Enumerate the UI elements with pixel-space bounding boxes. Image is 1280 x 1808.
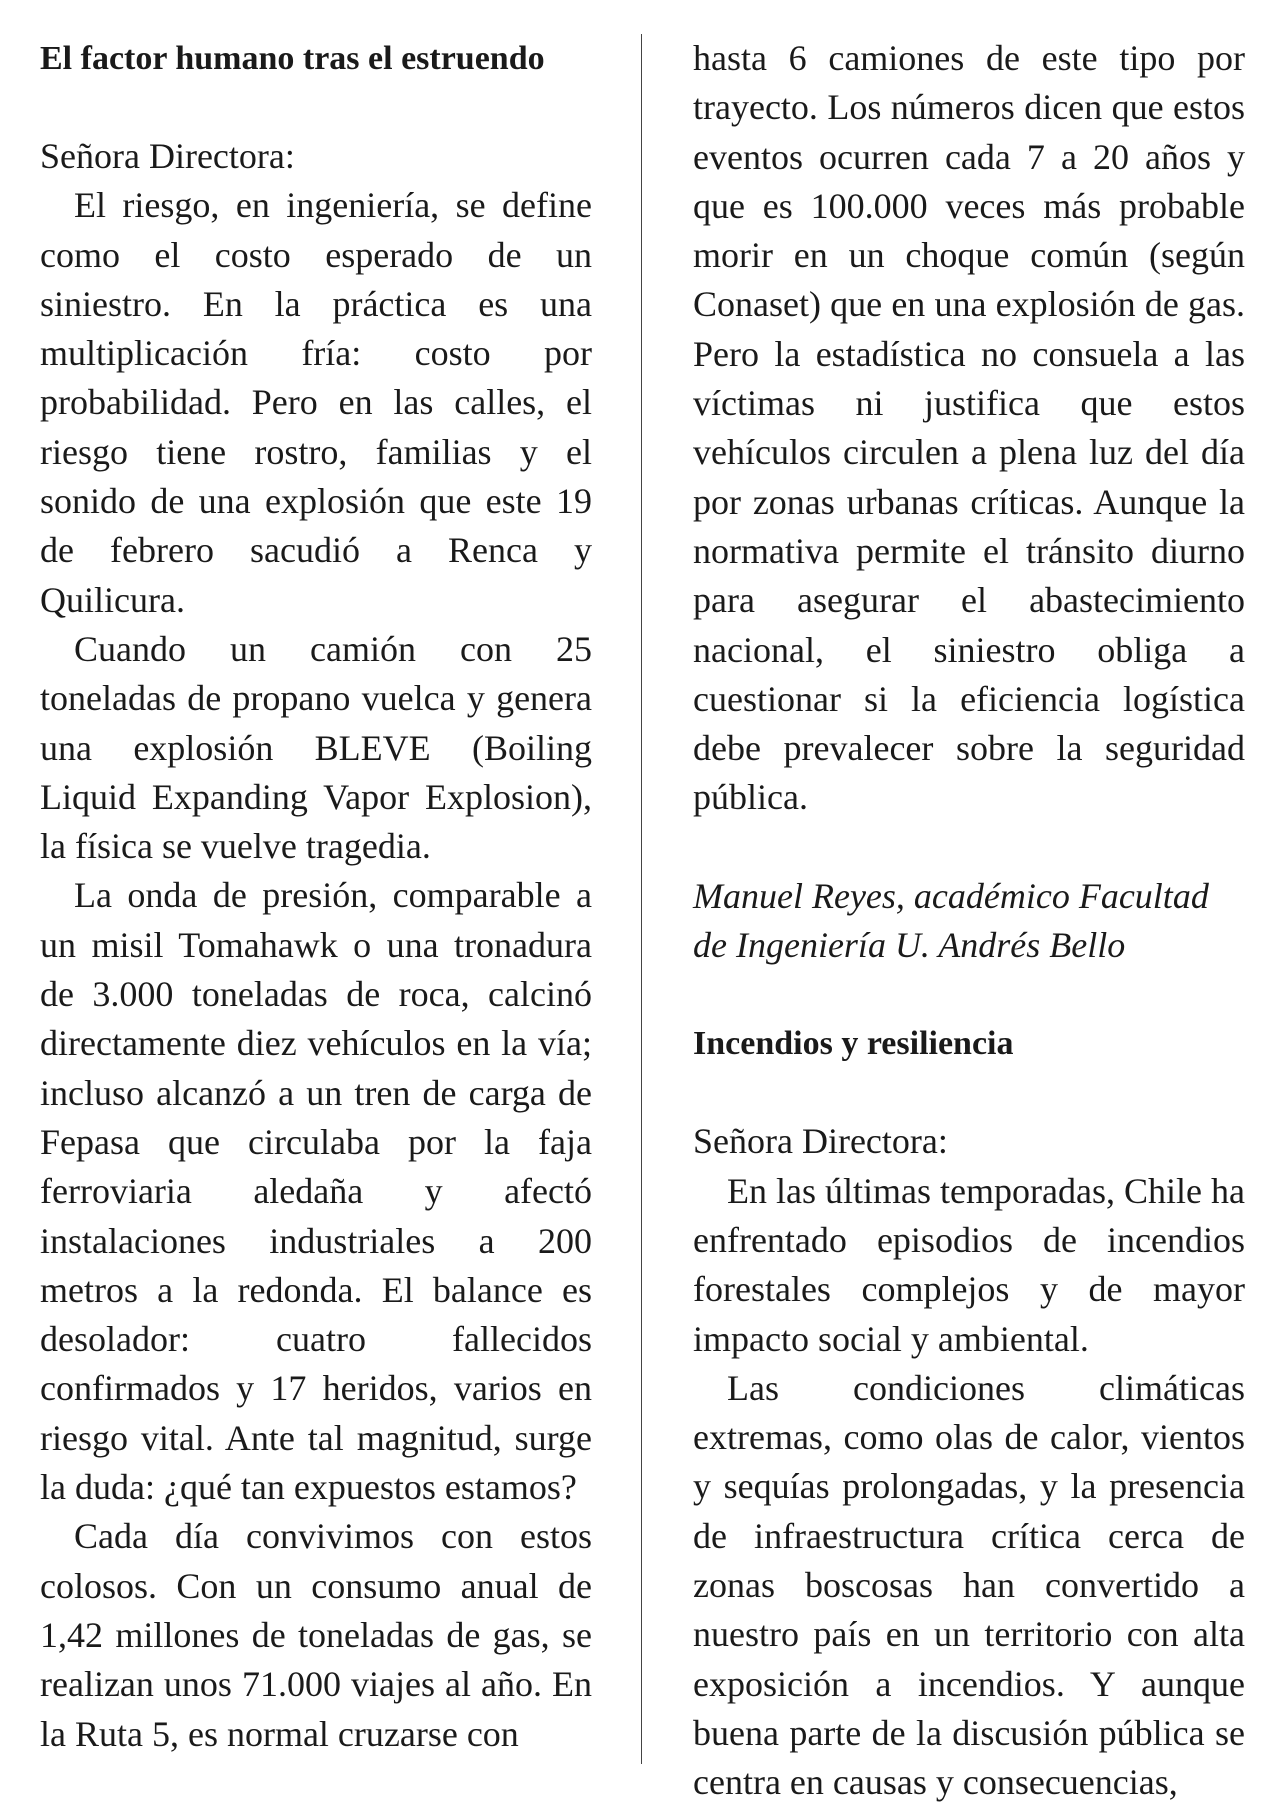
column-left	[40, 34, 592, 1759]
spacer	[40, 83, 592, 132]
letter-1-paragraph-2: Cuando un camión con 25 toneladas de propano vuelca y genera una explosión BLEVE (Boiling Liquid Expanding Vapor Explosion), la física se vuelve tragedia.	[40, 628, 592, 867]
letter-1-paragraph-4: Cada día convivimos con estos colosos. Con un consumo anual de 1,42 millones de toneladas de gas, se realizan unos 71.000 viajes al año. En la Ruta 5, es normal cruzarse con	[40, 1516, 592, 1754]
spacer	[693, 823, 1245, 872]
letter-2-paragraph-2: Las condiciones climáticas extremas, como olas de calor, vientos y sequías prolongadas, y la presencia de infraestructura crítica cerca de zonas boscosas han convertido a nuestro país en un territorio con alta exposición a incendios. Y aunque buena parte de la discusión pública se centra en causas y consecuencias,	[693, 1367, 1245, 1803]
letter-2-headline: Incendios y resiliencia	[693, 1025, 1014, 1063]
letter-1-salutation: Señora Directora:	[40, 136, 295, 176]
spacer	[693, 1068, 1245, 1117]
letter-1-paragraph-4-continued: hasta 6 camiones de este tipo por trayecto. Los números dicen que estos eventos ocurren cada 7 a 20 años y que es 100.000 veces más probable morir en un choque común (según Conaset) que en una explosión de gas. Pero la estadística no consuela a las víctimas ni justifica que estos vehículos circulen a plena luz del día por zonas urbanas críticas. Aunque la normativa permite el tránsito diurno para asegurar el abastecimiento nacional, el siniestro obliga a cuestionar si la eficiencia logística debe prevalecer sobre la seguridad pública.	[693, 38, 1245, 818]
letter-1-paragraph-3: La onda de presión, comparable a un misil Tomahawk o una tronadura de 3.000 toneladas de roca, calcinó directamente diez vehículos en la vía; incluso alcanzó a un tren de carga de Fepasa que circulaba por la faja ferroviaria aledaña y afectó instalaciones industriales a 200 metros a la redonda. El balance es desolador: cuatro fallecidos confirmados y 17 heridos, varios en riesgo vital. Ante tal magnitud, surge la duda: ¿qué tan expuestos estamos?	[40, 875, 592, 1508]
letter-2-paragraph-1: En las últimas temporadas, Chile ha enfrentado episodios de incendios forestales complejos y de mayor impacto social y ambiental.	[693, 1170, 1245, 1359]
column-divider	[641, 34, 642, 1764]
letter-1-paragraph-1: El riesgo, en ingeniería, se define como el costo esperado de un siniestro. En la práctica es una multiplicación fría: costo por probabilidad. Pero en las calles, el riesgo tiene rostro, familias y el sonido de una explosión que este 19 de febrero sacudió a Renca y Quilicura.	[40, 185, 592, 620]
letter-2-salutation: Señora Directora:	[693, 1121, 948, 1162]
letter-1-headline: El factor humano tras el estruendo	[40, 40, 545, 77]
letter-1-signature: Manuel Reyes, académico Facultad de Ingeniería U. Andrés Bello	[693, 875, 1209, 966]
column-right	[693, 34, 1245, 1808]
spacer	[693, 970, 1245, 1019]
